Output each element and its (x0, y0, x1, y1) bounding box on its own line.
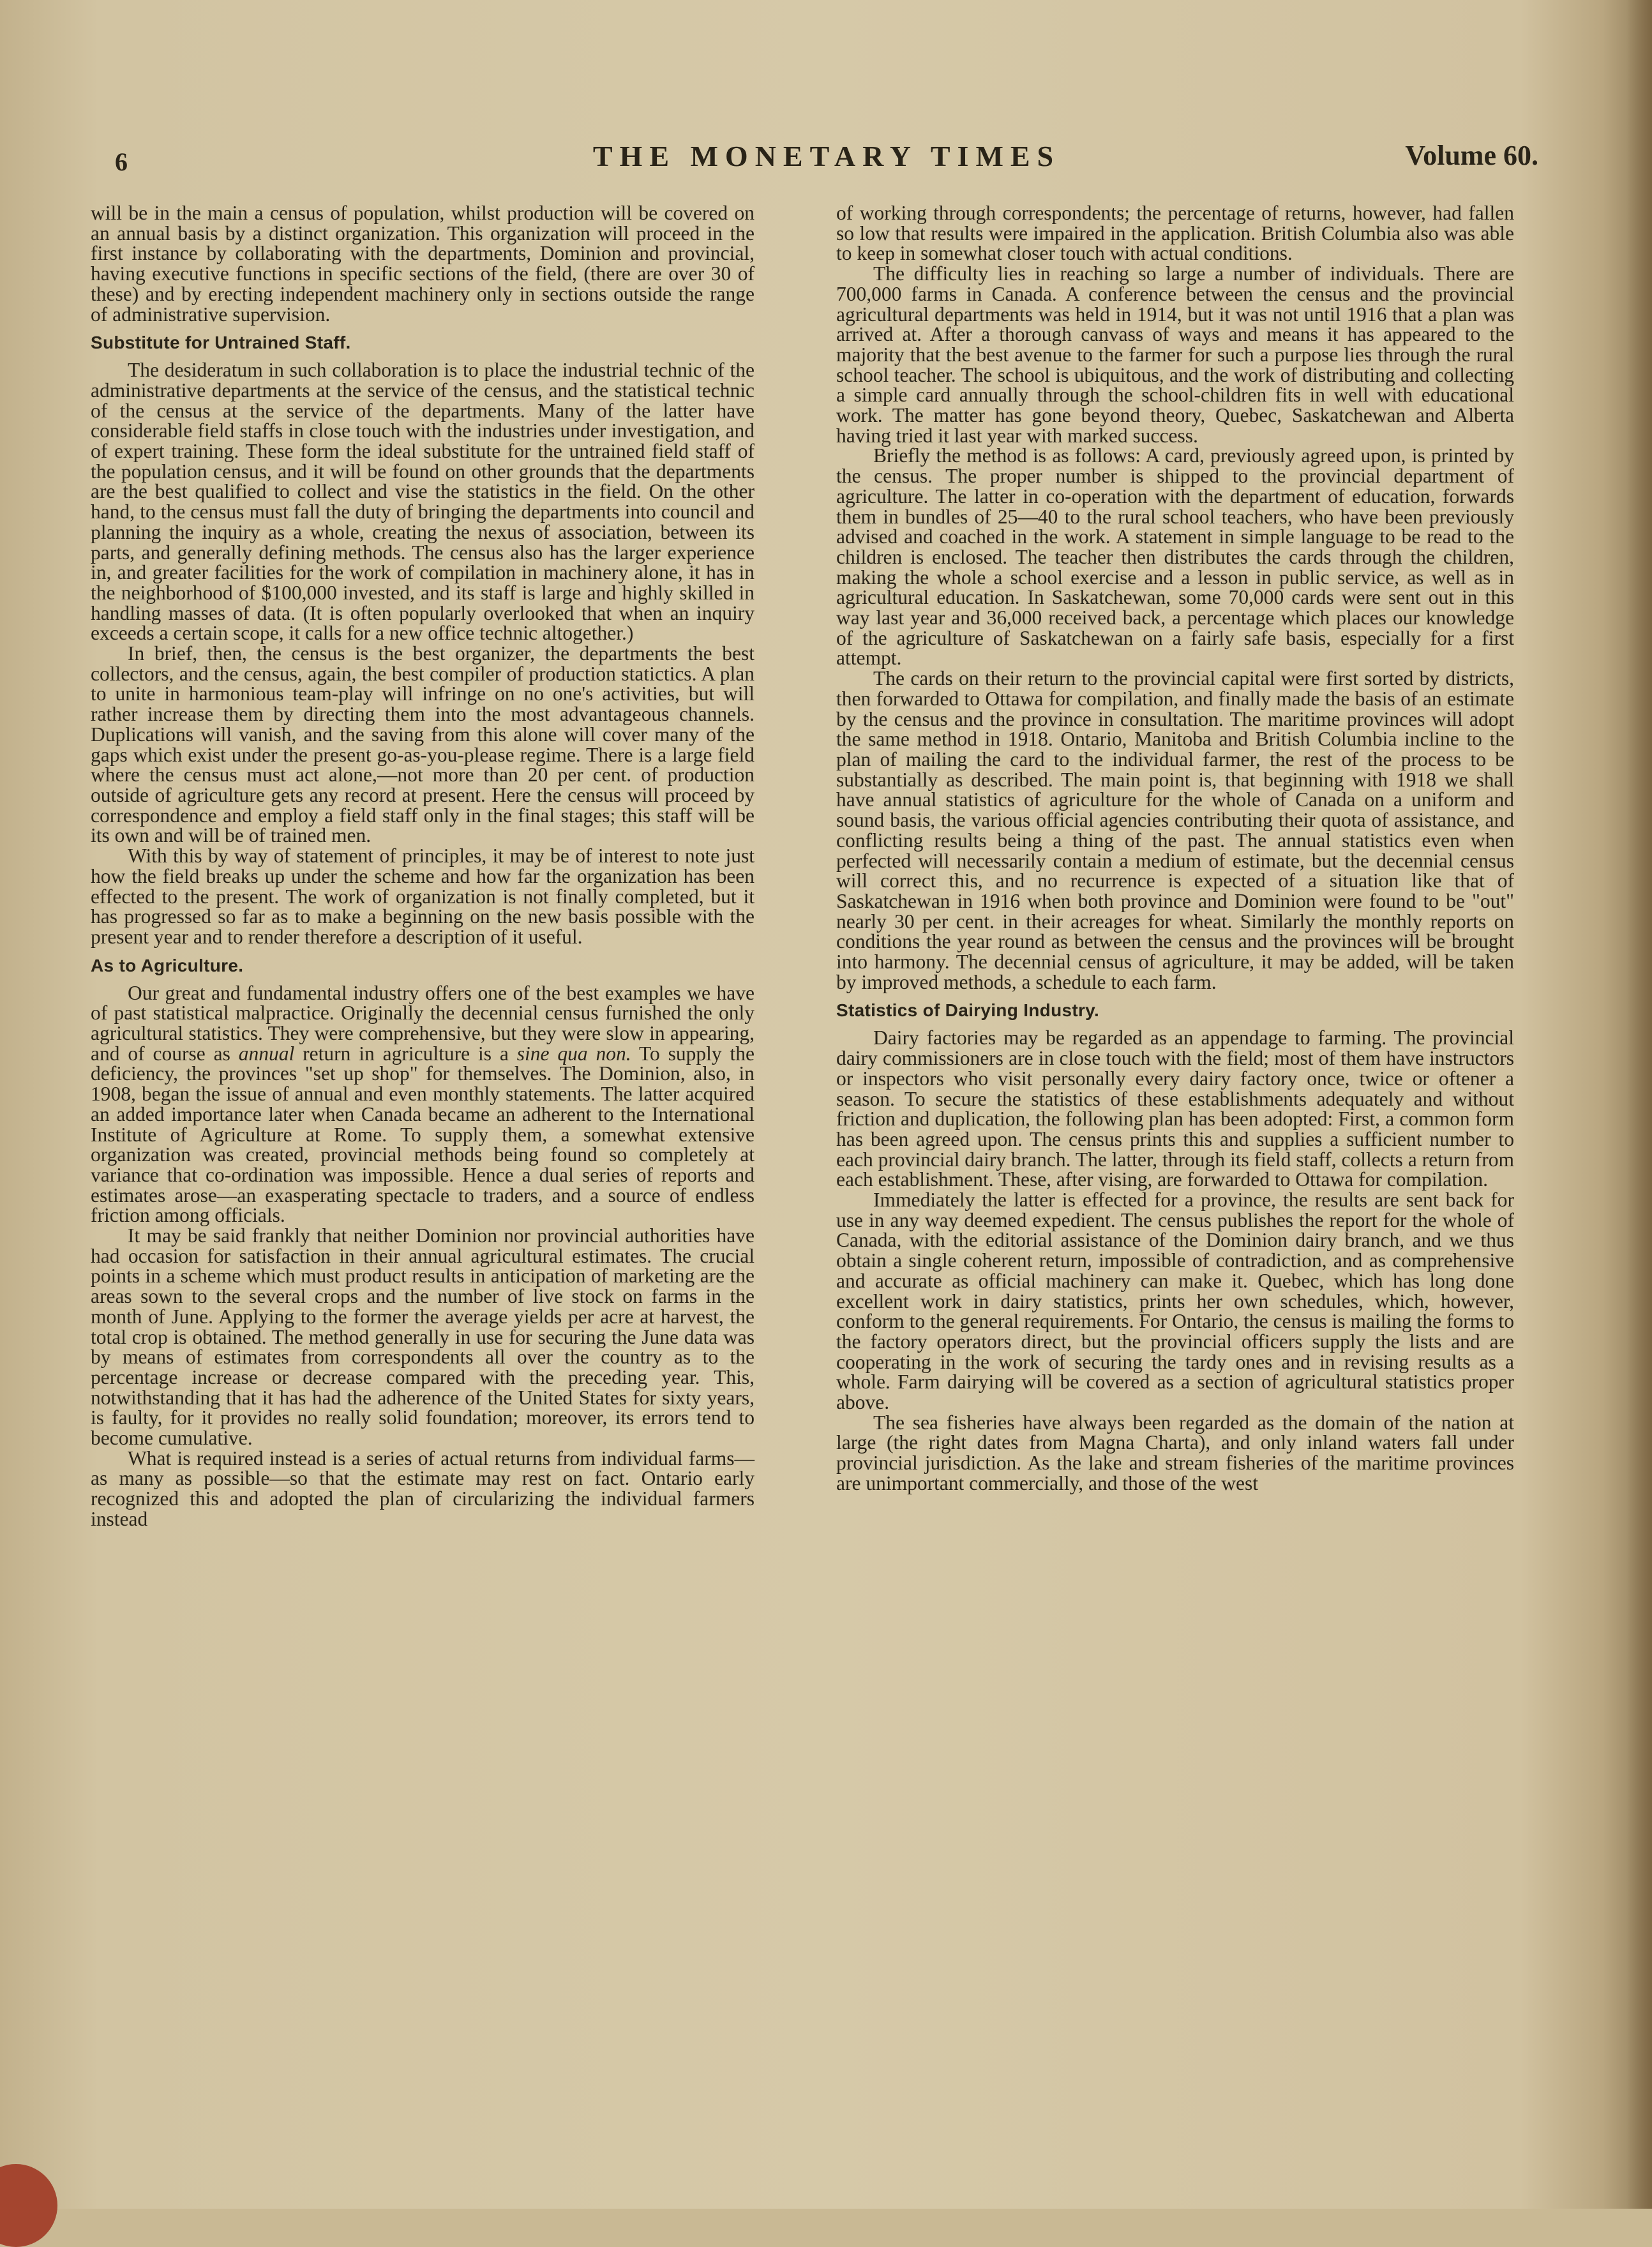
text-run: To supply the deficiency, the provinces "set up shop" for themselves. The Dominion, also, in 1908, began the issue of annual and even monthly statements. The latter acquired an added importance later when Canada became an adherent to the International Institute of Agriculture at Rome. To supply them, a somewhat extensive organization was created, provincial methods being found so completely at variance that co-ordination was impossible. Hence a dual series of reports and estimates arose—an exasperating spectacle to traders, and a source of endless friction among officials. (91, 1042, 755, 1227)
page-edge-shadow (1626, 0, 1652, 2209)
paragraph: The sea fisheries have always been regarded as the domain of the nation at large (the right dates from Magna Charta), and only inland waters fall under provincial jurisdiction. As the lake and stream fisheries of the maritime provinces are unimportant commercially, and those of the west (836, 1411, 1514, 1494)
paragraph: Briefly the method is as follows: A card, previously agreed upon, is printed by the census. The proper number is shipped to the provincial department of agriculture. The latter in co-operation with the department of education, forwards them in bundles of 25—40 to the rural school teachers, who have been previously advised and coached in the work. A statement in simple language to be read to the children is enclosed. The teacher then distributes the cards through the children, making the whole a school exercise and a lesson in public service, as well as in agricultural education. In Saskatchewan, some 70,000 cards were sent out in this way last year and 36,000 received back, a percentage which places our knowledge of the agriculture of Saskatchewan on a fairly safe basis, especially for a first attempt. (836, 444, 1514, 670)
text-run: Our great and fundamental industry offers one of the best examples we have of past statistical malpractice. Originally the decennial census furnished the only agricultural statistics. They were comprehensive, but they were slow in appearing, and of course as (91, 981, 755, 1065)
page-header (115, 139, 1538, 184)
right-column (836, 203, 1514, 1494)
paragraph: The cards on their return to the provincial capital were first sorted by districts, then forwarded to Ottawa for compilation, and finally made the basis of an estimate by the census and the province in consultation. The maritime provinces will adopt the same method in 1918. Ontario, Manitoba and British Columbia incline to the plan of mailing the card to the individual farmer, the rest of the process to be substantially as described. The main point is, that beginning with 1918 we shall have annual statistics of agriculture for the whole of Canada on a uniform and sound basis, the various official agencies contributing their quota of assistance, and conflicting results being a thing of the past. The annual statistics even when perfected will necessarily contain a medium of estimate, but the decennial census will correct this, and no recurrence is expected of a situation like that of Saskatchewan in 1916 when both province and Dominion were found to be "out" nearly 30 per cent. in their acreages for wheat. Similarly the monthly reports on conditions the year round as between the census and the provinces will be brought into harmony. The decennial census of agriculture, it may be added, will be taken by improved methods, a schedule to each farm. (836, 667, 1514, 993)
text-run: return in agriculture is a (294, 1042, 517, 1065)
emphasis: sine qua non. (516, 1042, 631, 1065)
masthead-title: THE MONETARY TIMES (592, 140, 1061, 172)
paragraph: Dairy factories may be regarded as an appendage to farming. The provincial dairy commissioners are in close touch with the field; most of them have instructors or inspectors who visit personally every dairy factory once, twice or oftener a season. To secure the statistics of these establishments adequately and without friction and duplication, the following plan has been adopted: First, a common form has been agreed upon. The census prints this and supplies a sufficient number to each provincial dairy branch. The latter, through its field staff, collects a return from each establishment. These, after vising, are forwarded to Ottawa for compilation. (836, 1026, 1514, 1191)
page-number: 6 (115, 147, 128, 176)
paragraph: The difficulty lies in reaching so large a number of individuals. There are 700,000 farms in Canada. A conference between the census and the provincial agricultural departments was held in 1914, but it was not until 1916 that a plan was arrived at. After a thorough canvass of ways and means it has appeared to the majority that the best avenue to the farmer for such a purpose lies through the rural school teacher. The school is ubiquitous, and the work of distributing and collecting a simple card annually through the school-children fits in well with educational work. The matter has gone beyond theory, Quebec, Saskatchewan and Alberta having tried it last year with marked success. (836, 262, 1514, 447)
paragraph (91, 983, 755, 1226)
emphasis: annual (238, 1042, 295, 1065)
volume-label: Volume 60. (1405, 140, 1538, 171)
section-heading: Statistics of Dairying Industry. (836, 1000, 1100, 1021)
section-heading: As to Agriculture. (91, 955, 244, 975)
paragraph: What is required instead is a series of actual returns from individual farms—as many as possible—so that the estimate may rest on fact. Ontario early recognized this and adopted the plan of circularizing the individual farmers instead (91, 1447, 755, 1530)
paragraph: It may be said frankly that neither Dominion nor provincial authorities have had occasion for satisfaction in their annual agricultural estimates. The crucial points in a scheme which must product results in anticipation of marketing are the areas sown to the several crops and the number of live stock on farms in the month of June. Applying to the former the average yields per acre at harvest, the total crop is obtained. The method generally in use for securing the June data was by means of estimates from correspondents all over the country as to the percentage increase or decrease compared with the preceding year. This, notwithstanding that it has had the adherence of the United States for sixty years, is faulty, for it provides no really solid foundation; moreover, its errors tend to become cumulative. (91, 1224, 755, 1450)
section-heading: Substitute for Untrained Staff. (91, 333, 351, 353)
paragraph: Immediately the latter is effected for a province, the results are sent back for use in any way deemed expedient. The census publishes the report for the whole of Canada, with the editorial assistance of the Dominion dairy branch, and we thus obtain a single coherent return, impossible of contradiction, and as comprehensive and accurate as official machinery can make it. Quebec, which has long done excellent work in dairy statistics, prints her own schedules, which, however, conform to the general requirements. For Ontario, the census is mailing the forms to the factory operators direct, but the provincial officers supply the lists and are cooperating in the work of securing the tardy ones and in revising results as a whole. Farm dairying will be covered as a section of agricultural statistics proper above. (836, 1189, 1514, 1414)
left-column (91, 203, 755, 1529)
paragraph: In brief, then, the census is the best organizer, the departments the best collectors, and the census, again, the best compiler of production statictics. A plan to unite in harmonious team-play will infringe on no one's activities, but will rather increase them by directing them into the most advantageous channels. Duplications will vanish, and the saving from this alone will cover many of the gaps which exist under the present go-as-you-please regime. There is a large field where the census must act alone,—not more than 20 per cent. of production outside of agriculture gets any record at present. Here the census will proceed by correspondence and employ a field staff only in the final stages; this staff will be its own and will be of trained men. (91, 642, 755, 847)
paragraph: The desideratum in such collaboration is to place the industrial technic of the administrative departments at the service of the census, and the statistical technic of the census at the service of the departments. Many of the latter have considerable field staffs in close touch with the industries under investigation, and of expert training. These form the ideal substitute for the untrained field staff of the population census, and it will be found on other grounds that the departments are the best qualified to collect and vise the statistics in the field. On the other hand, to the census must fall the duty of bringing the departments into council and planning the inquiry as a whole, creating the nexus of association, between its parts, and generally defining methods. The census also has the larger experience in, and greater facilities for the work of compilation in machinery alone, it has in the neighborhood of $100,000 invested, and its staff is large and highly skilled in handling masses of data. (It is often popularly overlooked that when an inquiry exceeds a certain scope, it calls for a new office technic altogether.) (91, 359, 755, 645)
paragraph: of working through correspondents; the percentage of returns, however, had fallen so low that results were impaired in the application. British Columbia also was able to keep in somewhat closer touch with actual conditions. (836, 202, 1514, 265)
paragraph: will be in the main a census of population, whilst production will be covered on an annual basis by a distinct organization. This organization will proceed in the first instance by collaborating with the departments, Dominion and provincial, having executive functions in specific sections of the field, (there are over 30 of these) and by erecting independent machinery only in sections outside the range of administrative supervision. (91, 202, 755, 326)
paragraph: With this by way of statement of principles, it may be of interest to note just how the field breaks up under the scheme and how far the organization has been effected to the present. The work of organization is not finally completed, but it has progressed so far as to make a beginning on the new basis possible with the present year and to render therefore a description of it useful. (91, 845, 755, 948)
corner-stain (0, 2164, 57, 2247)
